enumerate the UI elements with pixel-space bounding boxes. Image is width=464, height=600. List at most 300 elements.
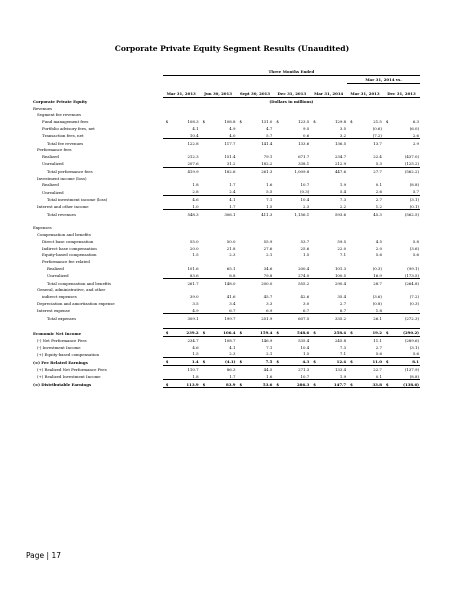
cell-value: 1.6	[266, 182, 273, 188]
cell-value: 1.4	[169, 358, 200, 366]
row-label: Unrealized	[47, 273, 69, 279]
cell-value: 245.8	[334, 337, 347, 343]
cell-value: (0.3)	[299, 189, 310, 195]
cell-value	[243, 231, 274, 238]
cell-value	[353, 231, 383, 238]
cell-value: 1.8	[192, 182, 199, 188]
cell-value: 309.1	[169, 314, 200, 321]
cell-value: 4.1	[192, 125, 199, 131]
cell-value: 21.8	[226, 245, 236, 251]
cell-value: 1.9	[339, 182, 347, 188]
cell-value: 25.6	[300, 245, 310, 251]
dollar-sign: $	[273, 380, 279, 388]
cell-value: 2.6	[375, 189, 382, 195]
cell-value	[353, 174, 383, 181]
cell-value: 2.4	[229, 189, 236, 195]
cell-value	[169, 217, 200, 224]
row-label: Economic Net Income	[33, 330, 82, 336]
cell-value: 7.3	[339, 344, 347, 350]
cell-value: 148.0	[206, 279, 237, 286]
cell-value	[169, 224, 200, 231]
row-label: Realized	[42, 182, 59, 188]
cell-value: 79.1	[263, 154, 273, 160]
row-label: Total performance fees	[47, 168, 93, 174]
dollar-sign: $	[273, 328, 279, 336]
cell-value: 65.1	[226, 265, 236, 271]
table-row	[32, 251, 420, 258]
row-label: Expenses	[33, 225, 52, 231]
cell-value: 55.9	[263, 238, 273, 244]
table-row	[32, 321, 420, 328]
cell-value	[243, 321, 274, 328]
cell-value	[169, 231, 200, 238]
cell-value: 671.7	[298, 154, 310, 160]
cell-value	[206, 104, 237, 111]
cell-value: 146.9	[261, 337, 273, 343]
cell-value: 290.4	[317, 279, 348, 286]
cell-value: 133.4	[334, 367, 347, 373]
cell-value: 35.4	[337, 294, 347, 300]
cell-value: 27.7	[353, 167, 383, 174]
cell-value: 8.1	[389, 358, 420, 366]
cell-value: 5.6	[412, 351, 419, 357]
page-footer: Page | 17	[26, 551, 61, 560]
cell-value: 1.5	[303, 252, 310, 258]
segment-row	[32, 97, 420, 104]
cell-value	[280, 231, 311, 238]
cell-value: 2.6	[412, 132, 419, 138]
cell-value: 6.9	[266, 307, 273, 313]
cell-value: 5.8	[412, 238, 419, 244]
row-label: Revenues	[33, 105, 53, 111]
cell-value: 45.3	[353, 210, 383, 217]
cell-value	[353, 104, 383, 111]
cell-value: 44.5	[263, 367, 273, 373]
cell-value	[169, 286, 200, 293]
row-label: (+) Realized Net Performance Fees	[37, 367, 107, 373]
cell-value: 4.9	[192, 307, 199, 313]
dollar-sign: $	[200, 358, 206, 366]
cell-value: 13.7	[353, 139, 383, 146]
cell-value: 45.7	[263, 294, 273, 300]
row-label: Unrealized	[42, 161, 64, 167]
cell-value: 4.0	[229, 132, 236, 138]
cell-value: 306.1	[206, 210, 237, 217]
dollar-sign: $	[163, 328, 169, 336]
cell-value: 55.0	[189, 238, 199, 244]
cell-value	[317, 111, 348, 118]
dollar-sign: $	[310, 358, 316, 366]
cell-value: 1.9	[339, 373, 347, 379]
cell-value: (137.9)	[404, 367, 419, 373]
cell-value: 5.7	[412, 189, 419, 195]
cell-value: (562.5)	[389, 210, 420, 217]
dollar-sign: $	[273, 358, 279, 366]
cell-value	[280, 258, 311, 265]
table-row	[32, 307, 420, 314]
cell-value: 2.3	[303, 203, 310, 209]
row-label: General, administrative, and other	[37, 287, 106, 293]
cell-value: 4.7	[266, 125, 273, 131]
cell-value: 39.0	[189, 294, 199, 300]
cell-value: 234.7	[187, 337, 199, 343]
table-row	[32, 160, 420, 167]
cell-value: 7.3	[317, 195, 348, 202]
cell-value: (7.2)	[409, 294, 419, 300]
row-label: (+) Realized Investment Income	[37, 374, 101, 380]
cell-value: 7.1	[266, 344, 273, 350]
cell-value: 4.1	[229, 344, 236, 350]
row-label: Portfolio advisory fees, net	[42, 125, 95, 131]
row-label: Performance fee related	[42, 259, 90, 265]
cell-value	[389, 224, 420, 231]
cell-value: 108.8	[224, 119, 236, 125]
cell-value: 271.3	[298, 367, 310, 373]
cell-value: 4.5	[375, 238, 382, 244]
dollar-sign: $	[310, 380, 316, 388]
cell-value: 6.7	[303, 307, 310, 313]
cell-value	[389, 146, 420, 153]
cell-value: 106.4	[206, 328, 237, 336]
cell-value: 251.9	[243, 314, 274, 321]
cell-value: 110.7	[187, 367, 199, 373]
row-label: Fund management fees	[42, 119, 89, 125]
cell-value: 10.4	[189, 132, 199, 138]
row-label	[32, 321, 163, 328]
cell-value: 8.8	[229, 272, 236, 278]
cell-value: (3.6)	[372, 294, 382, 300]
cell-value: (264.8)	[389, 279, 420, 286]
cell-value: (290.2)	[389, 328, 420, 336]
cell-value: 10.7	[300, 373, 310, 379]
cell-value: 4.9	[229, 125, 236, 131]
cell-value: 10.4	[300, 344, 310, 350]
cell-value	[353, 111, 383, 118]
cell-value	[317, 104, 348, 111]
cell-value	[243, 258, 274, 265]
cell-value: -	[417, 307, 419, 313]
row-label: Indirect base compensation	[42, 245, 97, 251]
period-span-label: Three Months Ended	[163, 68, 420, 75]
cell-value	[353, 258, 383, 265]
row-label: Total fee revenues	[47, 140, 84, 146]
table-row	[32, 125, 420, 132]
cell-value: 239.2	[169, 328, 200, 336]
cell-value	[353, 146, 383, 153]
cell-value: 258.4	[317, 328, 348, 336]
cell-value: 10.7	[300, 182, 310, 188]
cell-value: 182.2	[261, 160, 273, 166]
cell-value: 4.6	[169, 195, 200, 202]
cell-value: (8.8)	[409, 373, 419, 379]
table-row	[32, 132, 420, 139]
table-row	[32, 195, 420, 202]
cell-value	[317, 286, 348, 293]
cell-value: 26.1	[353, 314, 383, 321]
dollar-sign: $	[276, 119, 279, 125]
cell-value	[169, 104, 200, 111]
cell-value: 12.4	[317, 358, 348, 366]
row-label: Total revenues	[47, 211, 76, 217]
cell-value: 19.2	[353, 328, 383, 336]
cell-value: (0.8)	[372, 300, 382, 306]
cell-value: (4.1)	[206, 358, 237, 366]
row-label: Equity-based compensation	[42, 252, 97, 258]
table-row	[32, 358, 420, 366]
table-row	[32, 365, 420, 372]
cell-value: 286.3	[280, 380, 311, 388]
cell-value: (138.6)	[389, 380, 420, 388]
table-row	[32, 343, 420, 350]
cell-value: 108.3	[187, 119, 199, 125]
table-row	[32, 231, 420, 238]
dollar-sign: $	[383, 358, 389, 366]
dollar-sign: $	[313, 119, 316, 125]
cell-value	[206, 258, 237, 265]
table-row	[32, 293, 420, 300]
cell-value: 5.4	[339, 189, 347, 195]
cell-value: (3.1)	[409, 344, 419, 350]
cell-value	[169, 258, 200, 265]
cell-value: (3.1)	[389, 195, 420, 202]
compare-column-header: Dec 31, 2013	[383, 83, 420, 97]
cell-value: 593.6	[317, 210, 348, 217]
cell-value: 411.3	[243, 210, 274, 217]
table-row	[32, 258, 420, 265]
cell-value	[280, 286, 311, 293]
row-label: (+) Equity-based compensation	[37, 351, 100, 357]
cell-value: 83.9	[206, 380, 237, 388]
cell-value: 141.4	[243, 139, 274, 146]
table-row	[32, 300, 420, 307]
cell-value	[206, 231, 237, 238]
cell-value	[389, 286, 420, 293]
dollar-sign: $	[350, 119, 353, 125]
cell-value: 2.0	[375, 245, 382, 251]
cell-value: (7.2)	[372, 132, 382, 138]
cell-value: 59.5	[337, 238, 347, 244]
dollar-sign: $	[347, 328, 353, 336]
cell-value	[243, 174, 274, 181]
row-label: Investment income (loss)	[37, 175, 87, 181]
table-row	[32, 217, 420, 224]
cell-value: 1.5	[192, 252, 199, 258]
cell-value: 28.7	[353, 279, 383, 286]
cell-value: 6.7	[229, 307, 236, 313]
cell-value: 1.7	[229, 182, 236, 188]
cell-value: (0.6)	[372, 125, 382, 131]
row-label: Unrealized	[42, 189, 64, 195]
cell-value: 199.7	[206, 314, 237, 321]
table-row	[32, 139, 420, 146]
cell-value: 338.1	[298, 160, 310, 166]
column-header: Dec 31, 2013	[273, 83, 310, 97]
cell-value	[317, 217, 348, 224]
table-row	[32, 314, 420, 321]
row-label: (-) Net Performance Fees	[37, 337, 87, 343]
row-label: (-) Investment Income	[37, 344, 81, 350]
cell-value: 129.8	[334, 119, 347, 125]
cell-value: 22.4	[373, 154, 382, 160]
row-label: Transaction fees, net	[42, 133, 84, 139]
dollar-sign: $	[310, 328, 316, 336]
cell-value: 131.0	[261, 119, 273, 125]
row-label: Interest expense	[37, 308, 70, 314]
cell-value: 607.5	[280, 314, 311, 321]
cell-value: 0.1	[375, 182, 382, 188]
cell-value: 3.2	[339, 132, 347, 138]
cell-value	[206, 174, 237, 181]
cell-value	[353, 217, 383, 224]
table-row	[32, 118, 420, 125]
cell-value: 7.1	[243, 195, 274, 202]
cell-value: 1,156.1	[280, 210, 311, 217]
cell-value: 101.3	[334, 265, 347, 271]
cell-value	[317, 174, 348, 181]
cell-value: 31.2	[226, 160, 236, 166]
cell-value: 7.1	[339, 351, 347, 357]
cell-value	[206, 286, 237, 293]
cell-value: 274.0	[298, 272, 310, 278]
cell-value	[206, 321, 237, 328]
table-row	[32, 380, 420, 388]
cell-value: 0.1	[375, 373, 382, 379]
cell-value: 2.1	[266, 252, 273, 258]
cell-value: 1.8	[192, 373, 199, 379]
column-header: Sept 30, 2013	[236, 83, 273, 97]
cell-value	[353, 321, 383, 328]
cell-value: 5.7	[266, 132, 273, 138]
dollar-sign: $	[347, 380, 353, 388]
cell-value: 3.0	[303, 300, 310, 306]
cell-value	[280, 146, 311, 153]
cell-value: 34.6	[263, 265, 273, 271]
cell-value	[317, 258, 348, 265]
cell-value	[206, 224, 237, 231]
cell-value	[206, 217, 237, 224]
cell-value: 7.5	[243, 358, 274, 366]
cell-value: (125.2)	[404, 160, 419, 166]
cell-value	[389, 258, 420, 265]
cell-value: 4.1	[206, 195, 237, 202]
cell-value: (0.3)	[372, 265, 382, 271]
cell-value: 22.7	[373, 367, 382, 373]
cell-value: 1,009.8	[280, 167, 311, 174]
cell-value: 1.6	[266, 373, 273, 379]
dollar-sign: $	[236, 380, 242, 388]
units-label: (Dollars in millions)	[269, 98, 314, 104]
cell-value: 136.5	[317, 139, 348, 146]
cell-value: 147.7	[317, 380, 348, 388]
cell-value	[280, 174, 311, 181]
cell-value: 555.2	[280, 279, 311, 286]
table-row	[32, 238, 420, 245]
cell-value: 159.4	[243, 328, 274, 336]
cell-value	[169, 174, 200, 181]
table-row	[32, 181, 420, 188]
cell-value: 83.6	[189, 272, 199, 278]
cell-value: 2.7	[339, 300, 347, 306]
cell-value: 1.7	[229, 373, 236, 379]
cell-value: 41.6	[226, 294, 236, 300]
table-row	[32, 286, 420, 293]
dollar-sign: $	[200, 380, 206, 388]
row-label: Realized	[47, 265, 64, 271]
cell-value	[206, 146, 237, 153]
cell-value: 207.6	[187, 160, 199, 166]
cell-value: 108.7	[224, 337, 236, 343]
header-row-columns	[32, 83, 420, 97]
dollar-sign: $	[163, 380, 169, 388]
cell-value: 3.4	[229, 300, 236, 306]
cell-value	[317, 321, 348, 328]
cell-value: 113.9	[169, 380, 200, 388]
table-row	[32, 167, 420, 174]
cell-value	[353, 224, 383, 231]
cell-value: 2.2	[339, 203, 347, 209]
cell-value	[353, 286, 383, 293]
table-row	[32, 224, 420, 231]
cell-value: 2.9	[389, 139, 420, 146]
cell-value: (0.1)	[409, 203, 419, 209]
cell-value: (173.5)	[404, 272, 419, 278]
cell-value	[317, 224, 348, 231]
cell-value: 20.0	[189, 245, 199, 251]
cell-value: 27.6	[263, 245, 273, 251]
cell-value: 1.5	[192, 351, 199, 357]
cell-value: 335.2	[317, 314, 348, 321]
cell-value: 2.8	[192, 189, 199, 195]
cell-value: 234.7	[334, 154, 347, 160]
cell-value: 4.6	[192, 344, 199, 350]
cell-value: 261.7	[169, 279, 200, 286]
cell-value: 53.7	[300, 238, 310, 244]
cell-value: 122.8	[169, 139, 200, 146]
cell-value: 4.3	[280, 358, 311, 366]
row-label: Total compensation and benefits	[47, 280, 112, 286]
cell-value: 5.3	[375, 160, 382, 166]
cell-value: 22.0	[337, 245, 347, 251]
table-row	[32, 210, 420, 217]
dollar-sign: $	[163, 358, 169, 366]
cell-value: 535.4	[298, 337, 310, 343]
compare-label: Mar 31, 2014 vs.	[347, 75, 420, 83]
cell-value: (289.6)	[404, 337, 419, 343]
row-label: Direct base compensation	[42, 238, 94, 244]
dollar-sign: $	[165, 119, 169, 125]
cell-value: 1.5	[266, 203, 273, 209]
row-label: Interest and other income	[37, 204, 89, 210]
cell-value	[280, 321, 311, 328]
cell-value: 133.6	[280, 139, 311, 146]
dollar-sign: $	[383, 328, 389, 336]
dollar-sign: $	[236, 358, 242, 366]
dollar-sign: $	[202, 119, 206, 125]
cell-value	[169, 146, 200, 153]
cell-value: 21.5	[373, 119, 382, 125]
row-label: Performance fees	[37, 147, 72, 153]
row-label: Compensation and benefits	[37, 231, 91, 237]
cell-value: 2.7	[375, 344, 382, 350]
cell-value	[169, 321, 200, 328]
cell-value: 548.3	[169, 210, 200, 217]
cell-value: 2.3	[229, 351, 236, 357]
cell-value: 50.0	[226, 238, 236, 244]
cell-value: 5.6	[375, 252, 382, 258]
table-row	[32, 203, 420, 210]
cell-value	[389, 231, 420, 238]
dollar-sign: $	[385, 119, 389, 125]
